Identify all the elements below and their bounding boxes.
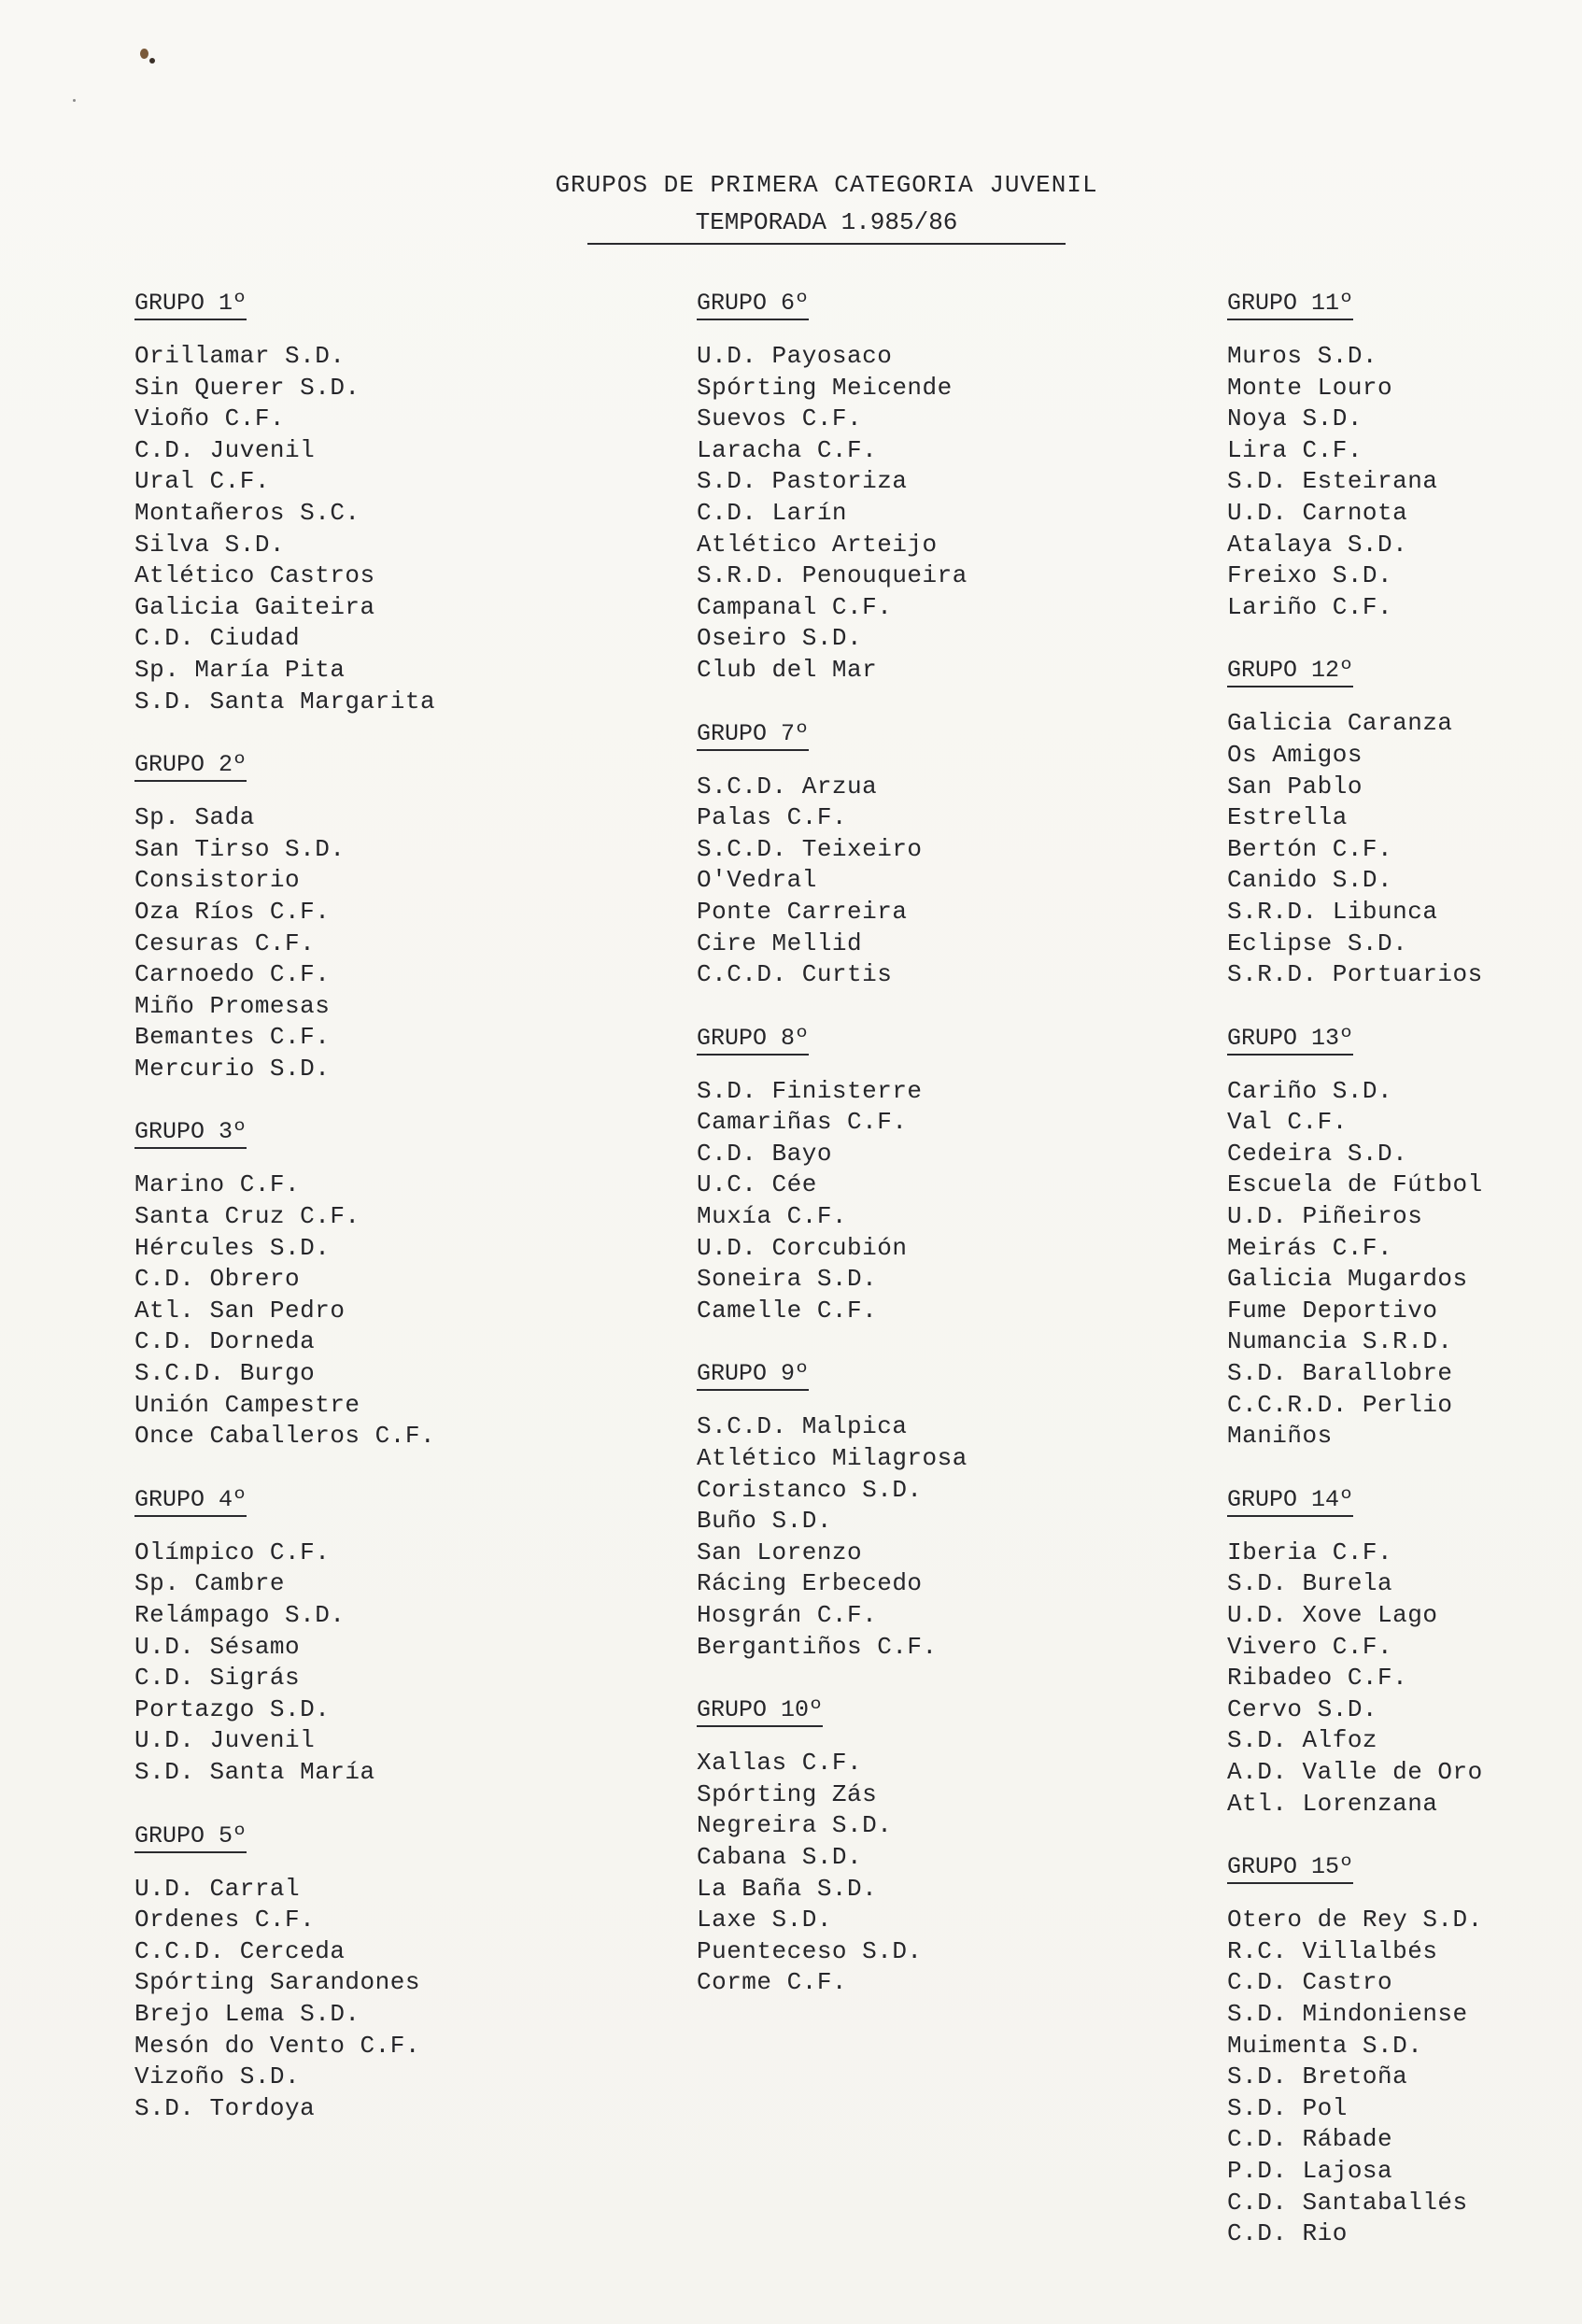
club-name: Brejo Lema S.D. [134,1999,360,2028]
club-name: U.D. Carral [134,1874,301,1903]
club-name: Hércules S.D. [134,1233,331,1262]
club-list [134,341,657,717]
club-name: Freixo S.D. [1227,561,1393,590]
club-name: Atlético Arteijo [697,530,938,559]
club-name: C.C.D. Curtis [697,960,893,989]
club-name: Lira C.F. [1227,435,1363,464]
group-block [1227,1025,1582,1452]
club-name: S.D. Pastoriza [697,467,908,496]
club-name: Atlético Castros [134,561,375,590]
club-name: C.D. Dorneda [134,1327,316,1356]
club-name: Spórting Zás [697,1779,878,1808]
group-block [134,1118,657,1452]
club-name: Cire Mellid [697,928,863,957]
group-block [697,1025,1220,1327]
club-list [134,1874,657,2125]
club-name: S.D. Burela [1227,1569,1393,1598]
club-name: Ural C.F. [134,467,270,496]
group-block [134,290,657,717]
club-name: Montañeros S.C. [134,498,360,527]
paper-speck [140,49,148,59]
club-name: Palas C.F. [697,803,848,832]
club-list [134,1169,657,1452]
group-block [1227,1486,1582,1820]
club-name: Spórting Sarandones [134,1968,420,1997]
club-name: Cedeira S.D. [1227,1139,1408,1168]
club-name: Portazgo S.D. [134,1694,331,1723]
club-name: U.D. Juvenil [134,1726,316,1755]
club-name: S.D. Pol [1227,2093,1348,2122]
club-name: Atl. Lorenzana [1227,1789,1438,1818]
club-name: U.D. Corcubión [697,1233,908,1262]
paper-speck [149,58,155,64]
club-name: Estrella [1227,803,1348,832]
club-name: Galicia Mugardos [1227,1265,1468,1294]
club-name: Hosgrán C.F. [697,1601,878,1629]
club-name: S.C.D. Arzua [697,772,878,801]
club-list [1227,1076,1582,1452]
club-name: Relámpago S.D. [134,1601,346,1629]
club-name: Cabana S.D. [697,1842,863,1871]
club-name: P.D. Lajosa [1227,2156,1393,2185]
club-name: Puenteceso S.D. [697,1936,923,1965]
club-name: C.D. Rábade [1227,2125,1393,2154]
club-name: U.D. Xove Lago [1227,1601,1438,1629]
club-name: C.D. Juvenil [134,435,316,464]
club-name: Muimenta S.D. [1227,2031,1423,2060]
club-name: Atalaya S.D. [1227,530,1408,559]
club-name: Oseiro S.D. [697,624,863,653]
club-name: Ordenes C.F. [134,1906,316,1934]
club-name: C.D. Bayo [697,1139,832,1168]
group-title: GRUPO 4º [134,1486,247,1517]
club-name: Orillamar S.D. [134,342,346,370]
club-list [134,802,657,1084]
club-name: U.D. Payosaco [697,342,893,370]
club-name: Buño S.D. [697,1507,832,1536]
club-name: Camelle C.F. [697,1296,878,1325]
club-name: Corme C.F. [697,1968,848,1997]
club-name: S.D. Finisterre [697,1076,923,1105]
group-block [697,1696,1220,1999]
club-name: Cesuras C.F. [134,928,316,957]
club-name: S.D. Mindoniense [1227,1999,1468,2028]
group-title: GRUPO 6º [697,290,809,320]
column-right [1227,290,1582,2284]
club-name: Sp. Sada [134,803,255,832]
group-title: GRUPO 2º [134,751,247,782]
club-name: Sp. María Pita [134,655,346,684]
club-name: C.D. Castro [1227,1968,1393,1997]
club-name: Ponte Carreira [697,897,908,926]
club-name: Club del Mar [697,655,878,684]
club-name: San Tirso S.D. [134,834,346,863]
club-name: S.C.D. Burgo [134,1359,316,1388]
club-name: Spórting Meicende [697,373,953,402]
club-list [134,1538,657,1789]
club-name: Atlético Milagrosa [697,1444,968,1473]
club-name: Numancia S.R.D. [1227,1327,1453,1356]
club-name: Galicia Caranza [1227,709,1453,738]
club-name: C.D. Obrero [134,1265,301,1294]
club-name: O'Vedral [697,866,817,895]
group-block [134,1822,657,2125]
club-name: Muxía C.F. [697,1202,848,1231]
club-name: Bemantes C.F. [134,1023,331,1052]
club-name: Xallas C.F. [697,1749,863,1778]
club-name: Galicia Gaiteira [134,592,375,621]
club-name: Vizoño S.D. [134,2062,301,2091]
document-title: GRUPOS DE PRIMERA CATEGORIA JUVENIL [555,171,1098,199]
club-name: S.D. Alfoz [1227,1726,1378,1755]
club-name: U.C. Cée [697,1170,817,1199]
club-name: C.D. Santaballés [1227,2188,1468,2217]
club-list [1227,1538,1582,1820]
club-list [1227,1905,1582,2250]
club-name: S.R.D. Libunca [1227,897,1438,926]
club-name: Sp. Cambre [134,1569,286,1598]
club-name: Noya S.D. [1227,404,1363,433]
group-block [697,1360,1220,1663]
club-name: S.D. Esteirana [1227,467,1438,496]
club-name: Escuela de Fútbol [1227,1170,1483,1199]
club-name: San Lorenzo [697,1538,863,1566]
group-title: GRUPO 14º [1227,1486,1353,1517]
group-block [697,290,1220,687]
club-name: Vioño C.F. [134,404,286,433]
club-name: Marino C.F. [134,1170,301,1199]
club-name: Bergantiños C.F. [697,1632,938,1661]
club-name: Oza Ríos C.F. [134,897,331,926]
club-name: Otero de Rey S.D. [1227,1906,1483,1934]
group-title: GRUPO 7º [697,720,809,751]
club-name: Monte Louro [1227,373,1393,402]
group-title: GRUPO 9º [697,1360,809,1391]
club-name: Meirás C.F. [1227,1233,1393,1262]
club-name: Miño Promesas [134,991,331,1020]
club-name: Atl. San Pedro [134,1296,346,1325]
club-name: U.D. Carnota [1227,498,1408,527]
club-name: S.D. Santa María [134,1757,375,1786]
club-name: Campanal C.F. [697,592,893,621]
club-name: Vivero C.F. [1227,1632,1393,1661]
club-list [697,1411,1220,1663]
club-name: Muros S.D. [1227,342,1378,370]
group-title: GRUPO 15º [1227,1853,1353,1884]
group-block [134,751,657,1084]
club-list [697,341,1220,687]
club-name: San Pablo [1227,772,1363,801]
club-name: C.C.D. Cerceda [134,1936,346,1965]
club-name: S.R.D. Portuarios [1227,960,1483,989]
club-name: Ribadeo C.F. [1227,1664,1408,1693]
club-name: Lariño C.F. [1227,592,1393,621]
club-name: Fume Deportivo [1227,1296,1438,1325]
club-list [697,1076,1220,1327]
club-name: Soneira S.D. [697,1265,878,1294]
club-name: Cariño S.D. [1227,1076,1393,1105]
group-block [1227,657,1582,990]
group-title: GRUPO 3º [134,1118,247,1149]
club-name: Maniños [1227,1422,1333,1451]
club-name: Val C.F. [1227,1108,1348,1137]
group-title: GRUPO 10º [697,1696,823,1727]
document-subtitle: TEMPORADA 1.985/86 [587,204,1066,245]
club-name: Santa Cruz C.F. [134,1202,360,1231]
group-block [1227,290,1582,623]
club-name: Olímpico C.F. [134,1538,331,1566]
club-list [697,772,1220,991]
document-header [0,166,1582,245]
club-name: Bertón C.F. [1227,834,1393,863]
club-name: S.R.D. Penouqueira [697,561,968,590]
club-list [1227,341,1582,623]
club-name: Consistorio [134,866,301,895]
club-name: La Baña S.D. [697,1874,878,1903]
club-name: Cervo S.D. [1227,1694,1378,1723]
club-name: A.D. Valle de Oro [1227,1757,1483,1786]
club-name: S.D. Barallobre [1227,1359,1453,1388]
club-name: U.D. Sésamo [134,1632,301,1661]
group-title: GRUPO 12º [1227,657,1353,687]
group-title: GRUPO 13º [1227,1025,1353,1056]
club-name: Camariñas C.F. [697,1108,908,1137]
club-name: Unión Campestre [134,1390,360,1419]
club-name: Coristanco S.D. [697,1475,923,1504]
club-name: Canido S.D. [1227,866,1393,895]
club-name: Negreira S.D. [697,1811,893,1840]
club-name: Os Amigos [1227,740,1363,769]
club-name: S.D. Bretoña [1227,2062,1408,2091]
club-name: Sin Querer S.D. [134,373,360,402]
club-name: S.D. Tordoya [134,2093,316,2122]
club-name: U.D. Piñeiros [1227,1202,1423,1231]
club-name: S.C.D. Malpica [697,1412,908,1441]
group-title: GRUPO 11º [1227,290,1353,320]
club-name: R.C. Villalbés [1227,1936,1438,1965]
club-name: Silva S.D. [134,530,286,559]
club-name: Carnoedo C.F. [134,960,331,989]
club-name: Once Caballeros C.F. [134,1422,436,1451]
club-name: Eclipse S.D. [1227,928,1408,957]
club-name: C.D. Rio [1227,2219,1348,2248]
club-name: Iberia C.F. [1227,1538,1393,1566]
club-name: C.D. Sigrás [134,1664,301,1693]
club-name: C.D. Larín [697,498,848,527]
club-name: S.C.D. Teixeiro [697,834,923,863]
column-middle [697,290,1220,2033]
club-name: Laracha C.F. [697,435,878,464]
paper-speck [73,99,76,102]
club-list [697,1748,1220,1999]
group-title: GRUPO 5º [134,1822,247,1853]
club-list [1227,708,1582,990]
club-name: Laxe S.D. [697,1906,832,1934]
group-block [697,720,1220,991]
club-name: C.D. Ciudad [134,624,301,653]
group-title: GRUPO 1º [134,290,247,320]
club-name: Mercurio S.D. [134,1054,331,1083]
group-block [1227,1853,1582,2250]
column-left [134,290,657,2158]
club-name: Suevos C.F. [697,404,863,433]
group-block [134,1486,657,1789]
group-title: GRUPO 8º [697,1025,809,1056]
club-name: S.D. Santa Margarita [134,687,436,716]
club-name: C.C.R.D. Perlio [1227,1390,1453,1419]
club-name: Mesón do Vento C.F. [134,2031,420,2060]
club-name: Rácing Erbecedo [697,1569,923,1598]
